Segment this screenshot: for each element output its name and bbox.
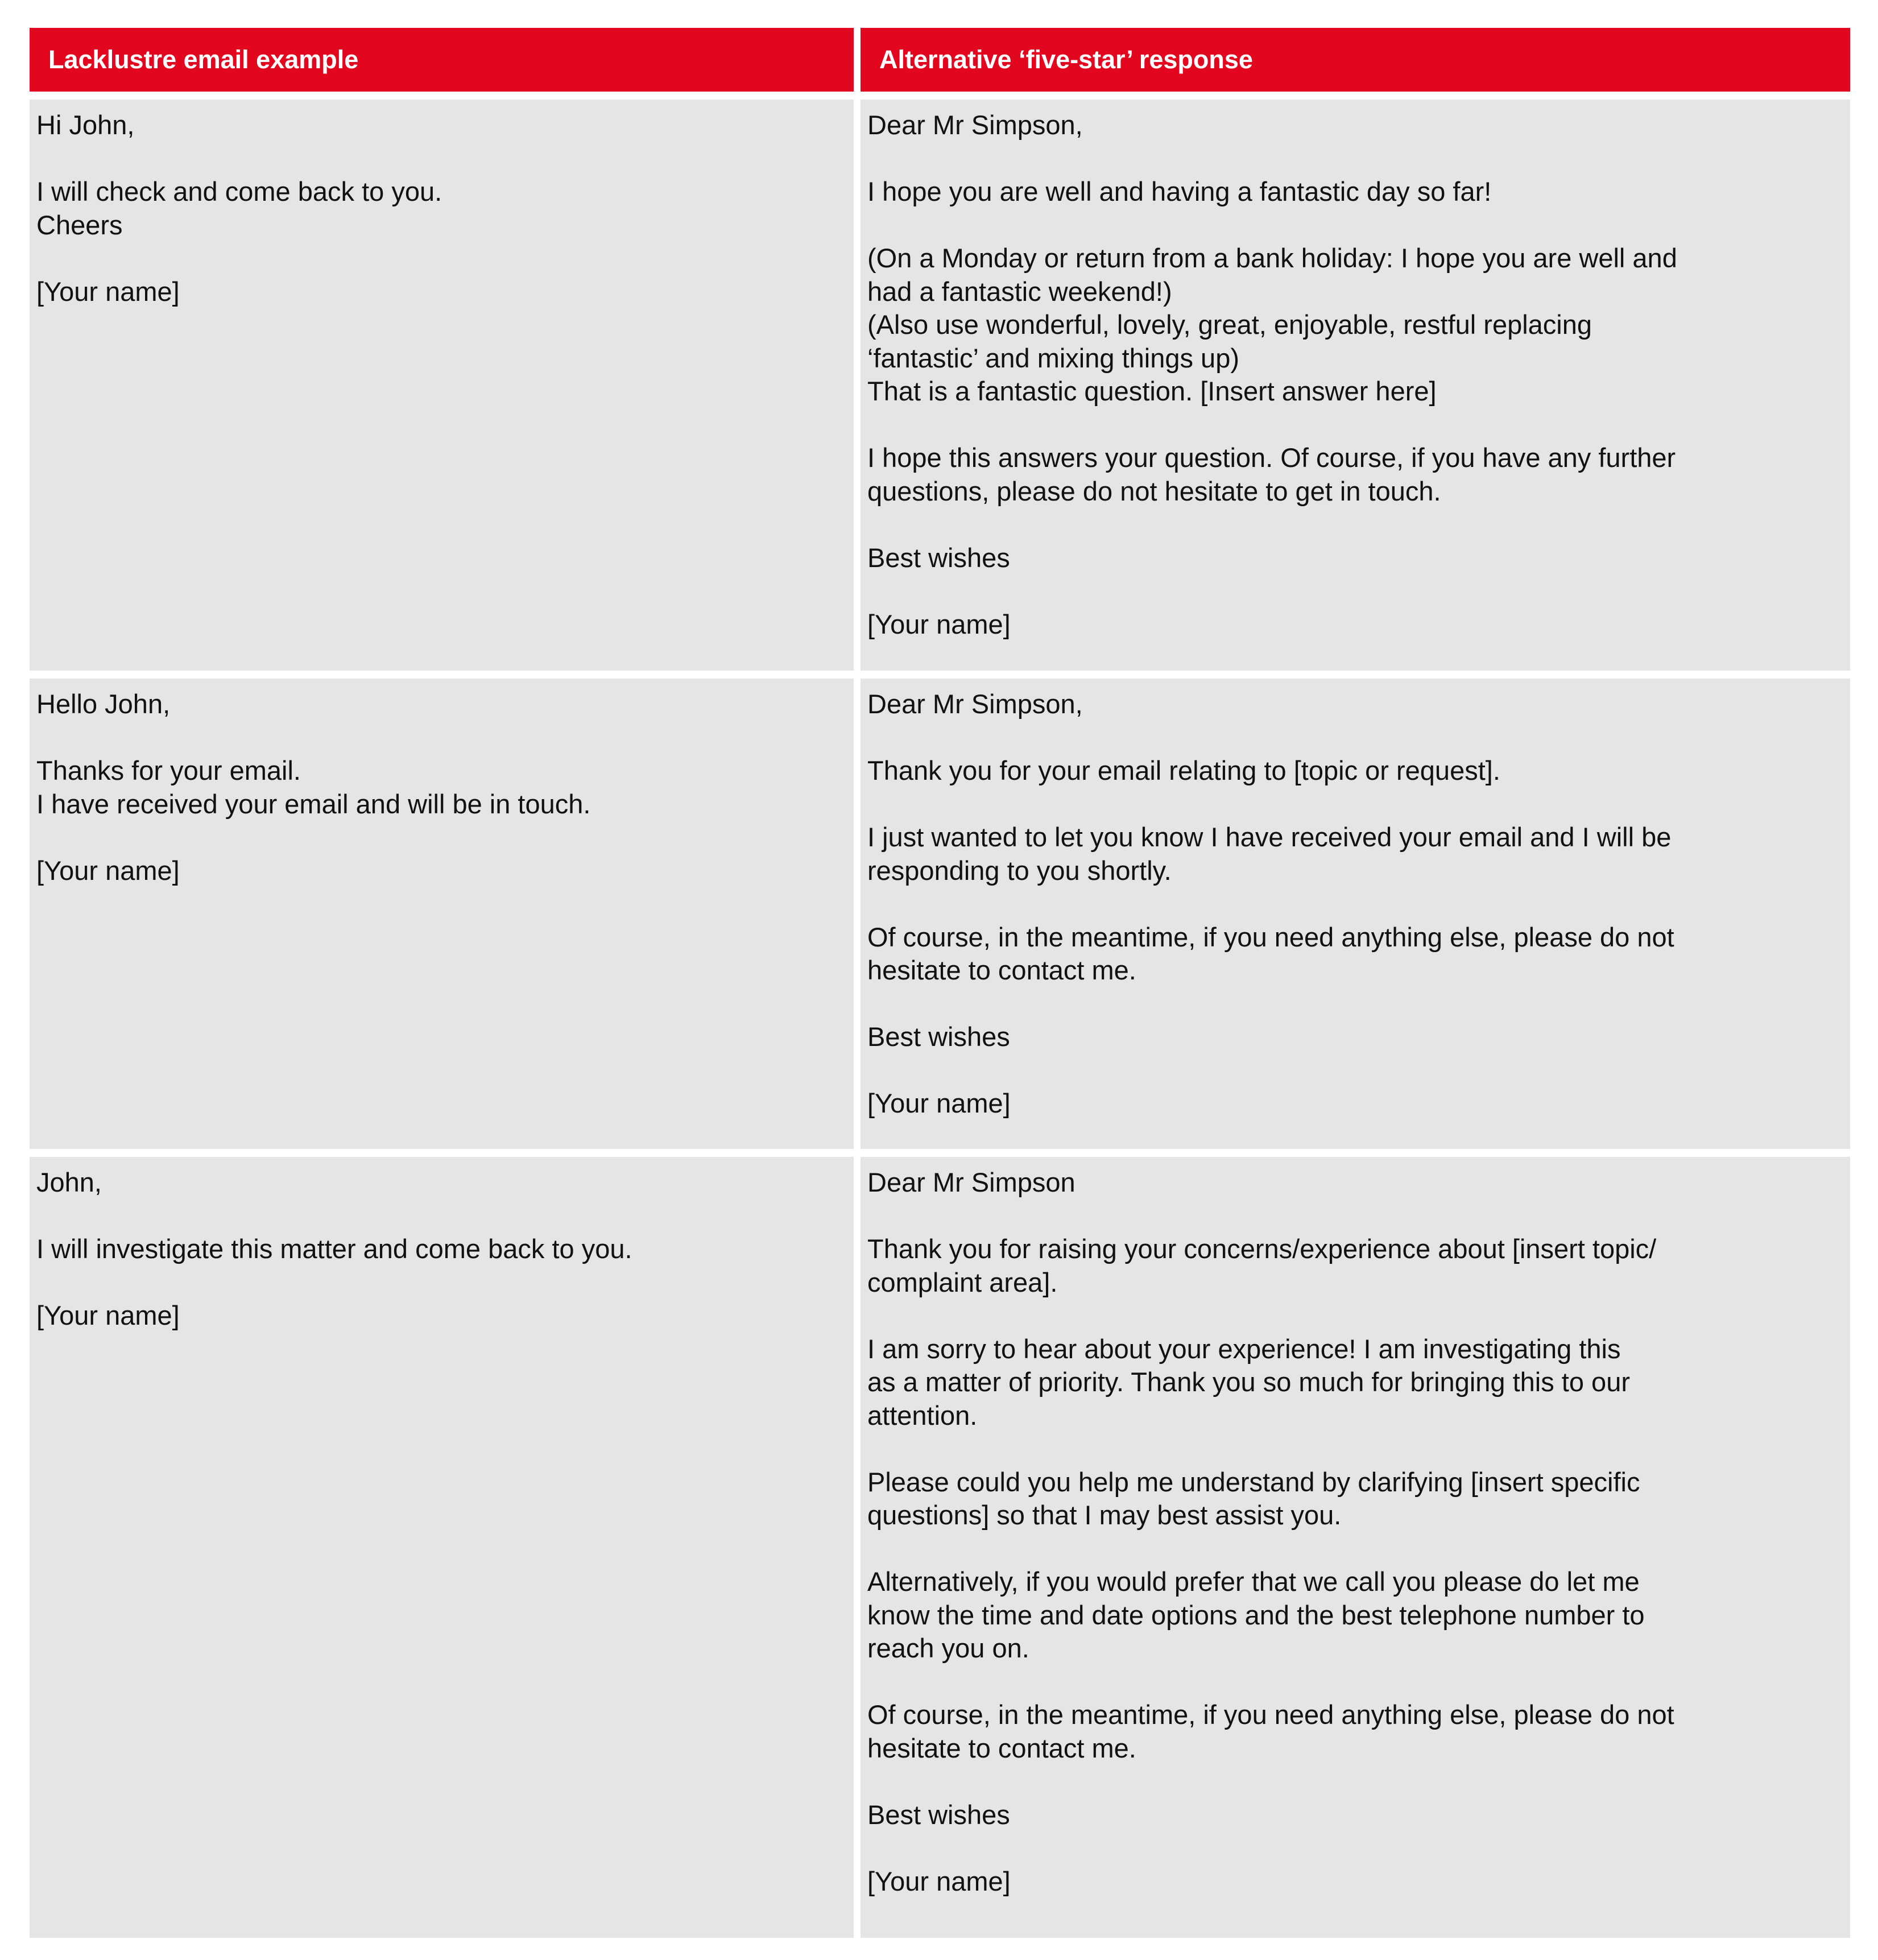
email-text-line bbox=[36, 142, 842, 176]
email-text-line: Cheers bbox=[36, 209, 123, 240]
email-text-line bbox=[36, 1200, 842, 1233]
email-text-line: Alternatively, if you would prefer that we call you please do let me bbox=[867, 1566, 1640, 1597]
email-text-line: (Also use wonderful, lovely, great, enjoyable, restful replacing bbox=[867, 309, 1592, 340]
email-text-line bbox=[867, 721, 1839, 755]
email-text-line: Thanks for your email. bbox=[36, 755, 301, 785]
header-lacklustre: Lacklustre email example bbox=[30, 28, 854, 92]
email-text-line: as a matter of priority. Thank you so much for bringing this to our bbox=[867, 1367, 1630, 1397]
email-text-line bbox=[867, 887, 1839, 921]
email-text-line bbox=[867, 1831, 1839, 1865]
email-text-line: know the time and date options and the best telephone number to bbox=[867, 1599, 1645, 1630]
email-text-line: questions, please do not hesitate to get in touch. bbox=[867, 475, 1441, 506]
email-text-line bbox=[36, 721, 842, 755]
lacklustre-email-cell bbox=[30, 1157, 854, 1938]
email-text-line bbox=[867, 1432, 1839, 1466]
email-text-line: attention. bbox=[867, 1400, 978, 1430]
email-text-line: Dear Mr Simpson, bbox=[867, 689, 1083, 719]
email-text-line bbox=[867, 1299, 1839, 1333]
email-text-line bbox=[36, 1266, 842, 1300]
email-text-line: Hi John, bbox=[36, 110, 135, 140]
email-text-line bbox=[867, 1054, 1839, 1087]
email-text-line: reach you on. bbox=[867, 1633, 1029, 1663]
email-text-line: Best wishes bbox=[867, 1022, 1010, 1052]
five-star-email-cell bbox=[861, 679, 1850, 1149]
email-text-line bbox=[867, 1665, 1839, 1699]
email-text-line: That is a fantastic question. [Insert answer here] bbox=[867, 376, 1437, 406]
email-text-line: Best wishes bbox=[867, 542, 1010, 573]
email-text-line: I hope this answers your question. Of course, if you have any further bbox=[867, 443, 1676, 473]
email-text-line: ‘fantastic’ and mixing things up) bbox=[867, 342, 1239, 373]
email-text-line bbox=[867, 1200, 1839, 1233]
email-text-line: Please could you help me understand by clarifying [insert specific bbox=[867, 1466, 1640, 1497]
email-text-line bbox=[867, 408, 1839, 442]
email-text-line: (On a Monday or return from a bank holiday: I hope you are well and bbox=[867, 243, 1677, 273]
email-text-line: I hope you are well and having a fantastic day so far! bbox=[867, 176, 1492, 206]
email-text-line: Thank you for raising your concerns/experience about [insert topic/ bbox=[867, 1234, 1657, 1264]
email-text-line: hesitate to contact me. bbox=[867, 955, 1136, 985]
five-star-email-cell bbox=[861, 100, 1850, 671]
email-text-line: John, bbox=[36, 1167, 102, 1197]
five-star-email-cell bbox=[861, 1157, 1850, 1938]
email-text-line bbox=[867, 574, 1839, 608]
email-text-line: I am sorry to hear about your experience! I am investigating this bbox=[867, 1333, 1621, 1364]
lacklustre-email-cell bbox=[30, 100, 854, 671]
email-text-line: I will check and come back to you. bbox=[36, 176, 442, 206]
email-text-line bbox=[867, 209, 1839, 242]
email-comparison-table bbox=[30, 28, 1850, 1938]
email-text-line: Thank you for your email relating to [topic or request]. bbox=[867, 755, 1500, 785]
email-text-line: Of course, in the meantime, if you need anything else, please do not bbox=[867, 921, 1674, 952]
email-text-line: [Your name] bbox=[36, 855, 180, 886]
email-text-line: I just wanted to let you know I have received your email and I will be bbox=[867, 822, 1672, 852]
email-text-line: [Your name] bbox=[867, 1088, 1011, 1118]
email-text-line: [Your name] bbox=[36, 276, 180, 307]
email-text-line: I will investigate this matter and come back to you. bbox=[36, 1234, 632, 1264]
email-text-line: had a fantastic weekend!) bbox=[867, 276, 1172, 307]
header-five-star: Alternative ‘five-star’ response bbox=[861, 28, 1850, 92]
email-text-line bbox=[36, 242, 842, 275]
email-text-line bbox=[867, 508, 1839, 541]
email-text-line: [Your name] bbox=[867, 1866, 1011, 1896]
email-text-line bbox=[867, 1765, 1839, 1798]
email-text-line: complaint area]. bbox=[867, 1267, 1058, 1297]
email-text-line: [Your name] bbox=[36, 1300, 180, 1330]
email-text-line: Dear Mr Simpson bbox=[867, 1167, 1075, 1197]
email-text-line: hesitate to contact me. bbox=[867, 1732, 1136, 1763]
email-text-line: Best wishes bbox=[867, 1799, 1010, 1830]
email-text-line bbox=[867, 1532, 1839, 1566]
email-text-line: [Your name] bbox=[867, 609, 1011, 639]
email-text-line: Hello John, bbox=[36, 689, 171, 719]
email-text-line bbox=[867, 142, 1839, 176]
email-text-line: Dear Mr Simpson, bbox=[867, 110, 1083, 140]
email-text-line bbox=[867, 788, 1839, 821]
email-text-line: questions] so that I may best assist you. bbox=[867, 1500, 1342, 1530]
email-text-line: Of course, in the meantime, if you need anything else, please do not bbox=[867, 1700, 1674, 1730]
email-text-line: responding to you shortly. bbox=[867, 855, 1172, 886]
email-text-line: I have received your email and will be in touch. bbox=[36, 788, 591, 819]
email-text-line bbox=[867, 987, 1839, 1021]
email-text-line bbox=[36, 821, 842, 854]
lacklustre-email-cell bbox=[30, 679, 854, 1149]
